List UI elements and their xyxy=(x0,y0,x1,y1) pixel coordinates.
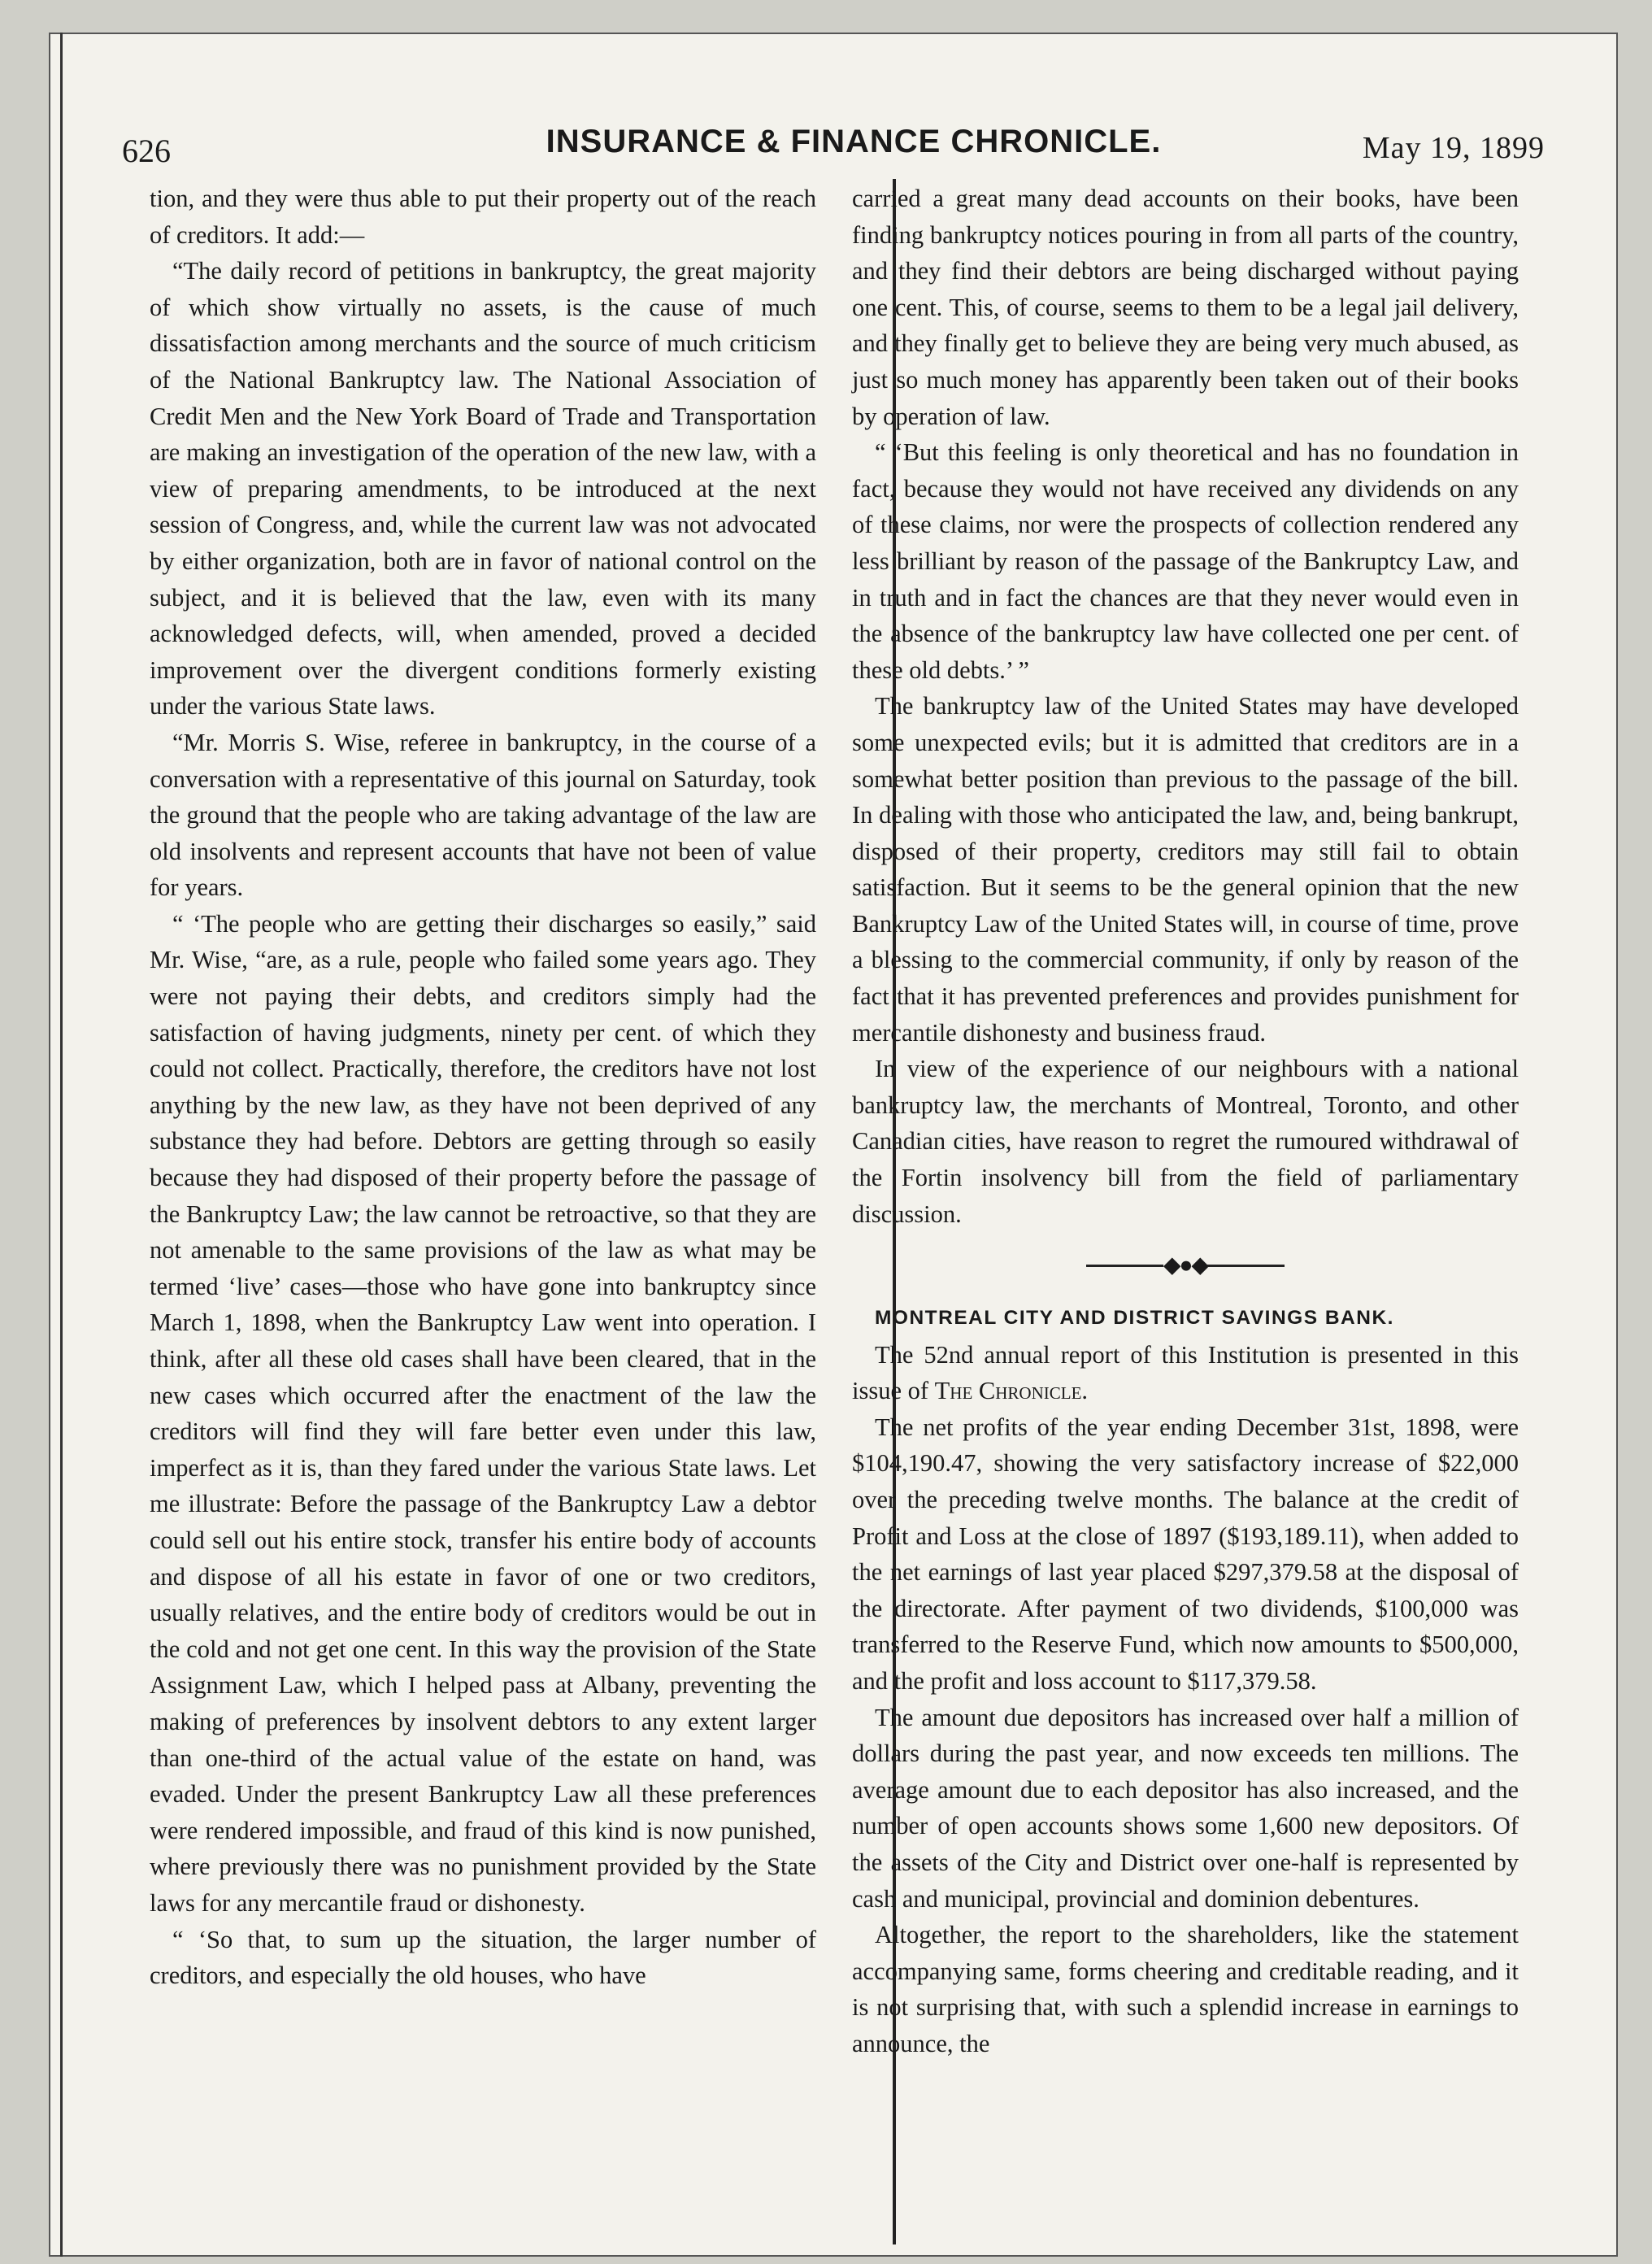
paragraph: tion, and they were thus able to put their property out of the reach of creditors. It add:— xyxy=(150,185,816,249)
page-number: 626 xyxy=(122,133,171,169)
paragraph: The net profits of the year ending December 31st, 1898, were $104,190.47, showing the very satisfactory increase of $22,000 over the preceding twelve months. The balance at the credit of Profit and Loss at the close of 1897 ($193,189.11), when added to the net earnings of last year placed $297,379.58 at the disposal of the directorate. After payment of two dividends, $100,000 was transferred to the Reserve Fund, which now amounts to $500,000, and the profit and loss account to $117,379.58. xyxy=(852,1413,1519,1696)
page-edge-rule xyxy=(60,33,63,2257)
publication-title: INSURANCE & FINANCE CHRONICLE. xyxy=(546,124,1162,159)
paragraph: “ ‘But this feeling is only theoretical and has no foundation in fact, because they would not have received any dividends on any of these claims, nor were the prospects of collection rendered any less brilliant by reason of the passage of the Bankruptcy Law, and in truth and in fact the chances are that they never would even in the absence of the bankruptcy law have collected one per cent. of these old debts.’ ” xyxy=(852,438,1519,684)
section-heading: MONTREAL CITY AND DISTRICT SAVINGS BANK. xyxy=(875,1307,1394,1330)
paragraph: “The daily record of petitions in bankruptcy, the great majority of which show virtually no assets, is the cause of much dissatisfaction among merchants and the source of much criticism of the National Bankruptcy law. The National Association of Credit Men and the New York Board of Trade and Transportation are making an investigation of the operation of the new law, with a view of preparing amendments, to be introduced at the next session of Congress, and, while the current law was not advocated by either organization, both are in favor of national control on the subject, and it is believed that the law, even with its many acknowledged defects, will, when amended, proved a decided improvement over the divergent conditions formerly existing under the various State laws. xyxy=(150,257,816,721)
paragraph: “ ‘So that, to sum up the situation, the larger number of creditors, and especially the old houses, who have xyxy=(150,1925,816,1990)
paragraph-text: The 52nd annual report of this Institution is presented in this issue of xyxy=(852,1340,1519,1405)
issue-date: May 19, 1899 xyxy=(1362,131,1545,165)
paragraph: “ ‘The people who are getting their discharges so easily,” said Mr. Wise, “are, as a rule, people who failed some years ago. They were not paying their debts, and creditors simply had the satisfaction of having judgments, ninety per cent. of which they could not collect. Practically, therefore, the creditors have not lost anything by the new law, as they have not been deprived of any substance they had before. Debtors are getting through so easily because they had disposed of their property before the passage of the Bankruptcy Law; the law cannot be retroactive, so that they are not amenable to the same provisions of the law as what may be termed ‘live’ cases—those who have gone into bankruptcy since March 1, 1898, when the Bankruptcy Law went into operation. I think, after all these old cases shall have been cleared, that in the new cases which occurred after the enactment of the law the creditors will find they will fare better even under this law, imperfect as it is, than they fared under the various State laws. Let me illustrate: Before the passage of the Bankruptcy Law a debtor could sell out his entire stock, transfer his entire body of accounts and dispose of all his estate in favor of one or two creditors, usually relatives, and the entire body of creditors would be out in the cold and not get one cent. In this way the provision of the State Assignment Law, which I helped pass at Albany, preventing the making of preferences by insolvent debtors to any extent larger than one-third of the actual value of the estate on hand, was evaded. Under the present Bankruptcy Law all these preferences were rendered impossible, and fraud of this kind is now punished, where previously there was no punishment provided by the State laws for any mercantile fraud or dishonesty. xyxy=(150,909,816,1917)
paragraph: In view of the experience of our neighbours with a national bankruptcy law, the merchants of Montreal, Toronto, and other Canadian cities, have reason to regret the rumoured withdrawal of the Fortin insolvency bill from the field of parliamentary discussion. xyxy=(852,1055,1519,1228)
page-header xyxy=(122,115,1585,172)
paragraph: carried a great many dead accounts on their books, have been finding bankruptcy notices pouring in from all parts of the country, and they find their debtors are being discharged without paying one cent. This, of course, seems to them to be a legal jail delivery, and they finally get to believe they are being very much abused, as just so much money has apparently been taken out of their books by operation of law. xyxy=(852,185,1519,430)
paragraph xyxy=(852,1337,1519,1409)
paragraph: Altogether, the report to the shareholders, like the statement accompanying same, forms cheering and creditable reading, and it is not surprising that, with such a splendid increase in earnings to announce, the xyxy=(852,1921,1519,2057)
paragraph: The bankruptcy law of the United States may have developed some unexpected evils; but it is admitted that creditors are in a somewhat better position than previous to the passage of the bill. In dealing with those who anticipated the law, and, being bankrupt, disposed of their property, creditors may still fail to obtain satisfaction. But it seems to be the general opinion that the new Bankruptcy Law of the United States will, in course of time, prove a blessing to the commercial community, if only by reason of the fact that it has prevented preferences and provides punishment for mercantile dishonesty and business fraud. xyxy=(852,692,1519,1047)
publication-reference: The Chronicle. xyxy=(934,1377,1089,1405)
left-column xyxy=(150,181,816,1994)
paragraph: “Mr. Morris S. Wise, referee in bankruptcy, in the course of a conversation with a representative of this journal on Saturday, took the ground that the people who are taking advantage of the law are old insolvents and represent accounts that have not been of value for years. xyxy=(150,728,816,902)
paragraph: The amount due depositors has increased over half a million of dollars during the past year, and now exceeds ten millions. The average amount due to each depositor has also increased, and the number of open accounts shows some 1,600 new depositors. Of the assets of the City and District over one-half is represented by cash and municipal, provincial and dominion debentures. xyxy=(852,1703,1519,1913)
section-divider-ornament: ◆●◆ xyxy=(852,1247,1519,1284)
right-column xyxy=(852,181,1519,2062)
